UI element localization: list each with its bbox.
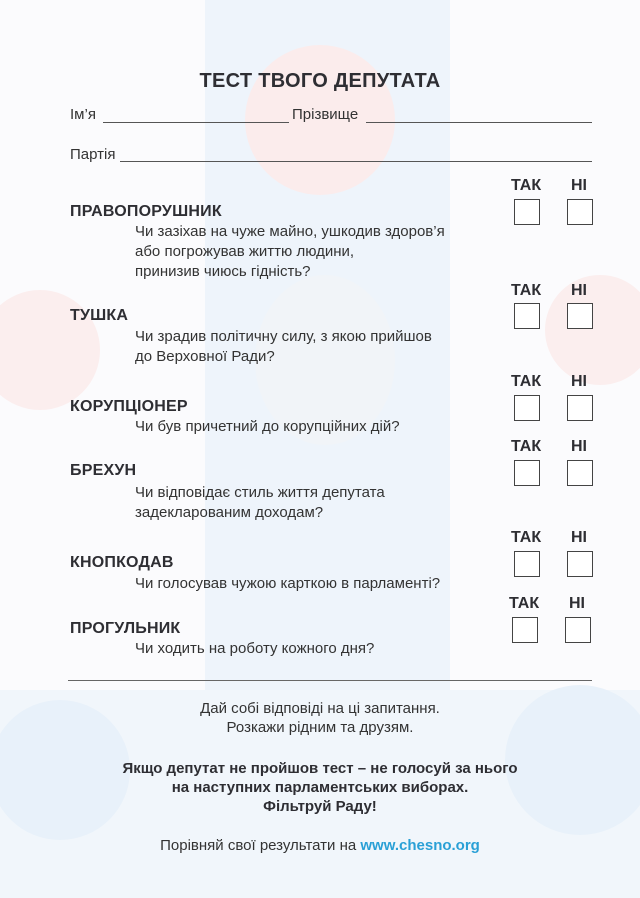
q3-yes-checkbox[interactable] bbox=[514, 395, 540, 421]
compare-text: Порівняй свої результати на bbox=[160, 837, 357, 854]
party-label: Партія bbox=[70, 146, 116, 163]
q2-text bbox=[135, 327, 432, 367]
footer-bold-1: Якщо депутат не пройшов тест – не голосуй за нього bbox=[122, 760, 518, 777]
q5-title: КНОПКОДАВ bbox=[70, 554, 174, 571]
surname-label: Прізвище bbox=[292, 106, 359, 123]
no-header: НІ bbox=[571, 529, 587, 546]
q4-text bbox=[135, 483, 385, 523]
q2-line-2: до Верховної Ради? bbox=[135, 348, 275, 365]
q5-line-1: Чи голосував чужою карткою в парламенті? bbox=[135, 575, 441, 592]
q6-yes-checkbox[interactable] bbox=[512, 617, 538, 643]
footer-line-2: Розкажи рідним та друзям. bbox=[226, 719, 414, 736]
q4-line-1: Чи відповідає стиль життя депутата bbox=[135, 484, 385, 501]
q4-line-2: задекларованим доходам? bbox=[135, 504, 324, 521]
website-link[interactable]: www.chesno.org bbox=[360, 837, 480, 854]
q5-yes-checkbox[interactable] bbox=[514, 551, 540, 577]
footer-line-1: Дай собі відповіді на ці запитання. bbox=[200, 700, 440, 717]
no-header: НІ bbox=[571, 177, 587, 194]
q6-text bbox=[135, 639, 374, 659]
name-field[interactable] bbox=[103, 122, 289, 123]
yes-header: ТАК bbox=[511, 438, 542, 455]
q1-no-checkbox[interactable] bbox=[567, 199, 593, 225]
q2-no-checkbox[interactable] bbox=[567, 303, 593, 329]
q4-yes-checkbox[interactable] bbox=[514, 460, 540, 486]
q5-no-checkbox[interactable] bbox=[567, 551, 593, 577]
q2-title: ТУШКА bbox=[70, 307, 129, 324]
no-header: НІ bbox=[571, 438, 587, 455]
compare-results bbox=[0, 836, 640, 856]
q6-no-checkbox[interactable] bbox=[565, 617, 591, 643]
surname-field[interactable] bbox=[366, 122, 592, 123]
q3-line-1: Чи був причетний до корупційних дій? bbox=[135, 418, 400, 435]
q1-text bbox=[135, 222, 445, 282]
yes-header: ТАК bbox=[511, 529, 542, 546]
q3-text bbox=[135, 417, 400, 437]
party-field[interactable] bbox=[120, 161, 592, 162]
q1-yes-checkbox[interactable] bbox=[514, 199, 540, 225]
q6-line-1: Чи ходить на роботу кожного дня? bbox=[135, 640, 375, 657]
page-title: ТЕСТ ТВОГО ДЕПУТАТА bbox=[199, 70, 441, 92]
yes-header: ТАК bbox=[509, 595, 540, 612]
q1-line-1: Чи зазіхав на чуже майно, ушкодив здоров’я bbox=[135, 223, 445, 240]
q1-line-2: або погрожував життю людини, bbox=[135, 243, 355, 260]
no-header: НІ bbox=[571, 373, 587, 390]
footer-bold-2: на наступних парламентських виборах. bbox=[171, 779, 469, 796]
q3-no-checkbox[interactable] bbox=[567, 395, 593, 421]
q4-no-checkbox[interactable] bbox=[567, 460, 593, 486]
no-header: НІ bbox=[569, 595, 585, 612]
q2-line-1: Чи зрадив політичну силу, з якою прийшов bbox=[135, 328, 432, 345]
q1-title: ПРАВОПОРУШНИК bbox=[70, 203, 222, 220]
q4-title: БРЕХУН bbox=[70, 462, 137, 479]
q5-text bbox=[135, 574, 440, 594]
name-label: Ім’я bbox=[70, 106, 96, 123]
yes-header: ТАК bbox=[511, 373, 542, 390]
q6-title: ПРОГУЛЬНИК bbox=[70, 620, 181, 637]
q2-yes-checkbox[interactable] bbox=[514, 303, 540, 329]
footer-bold-3: Фільтруй Раду! bbox=[263, 798, 377, 815]
divider bbox=[68, 680, 592, 681]
q1-line-3: принизив чиюсь гідність? bbox=[135, 263, 311, 280]
yes-header: ТАК bbox=[511, 177, 542, 194]
no-header: НІ bbox=[571, 282, 587, 299]
yes-header: ТАК bbox=[511, 282, 542, 299]
q3-title: КОРУПЦІОНЕР bbox=[70, 398, 188, 415]
